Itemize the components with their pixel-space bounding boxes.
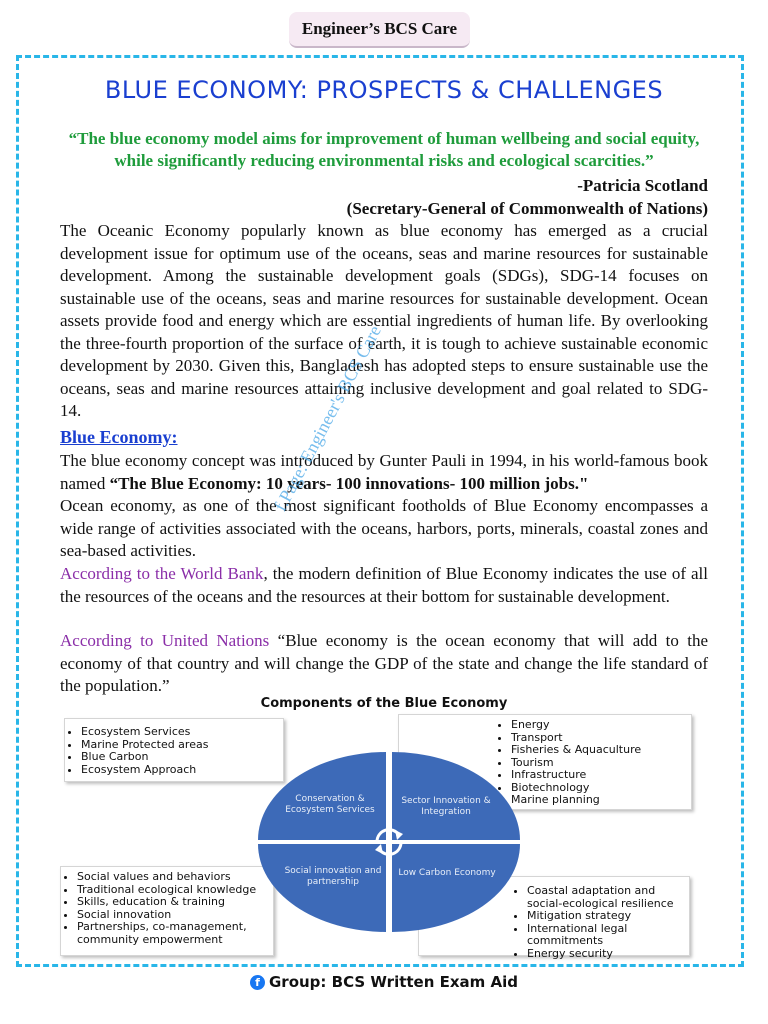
list-item: • Infrastructure [511,769,691,782]
cycle-arrows-icon [369,822,409,862]
list-item: • Ecosystem Approach [81,764,283,777]
quadrant-label: Conservation & Ecosystem Services [285,794,375,815]
box-social [60,866,274,956]
list-item: • Skills, education & training [77,896,265,909]
quadrant-conservation [258,752,386,840]
list-item: • Marine planning [511,794,691,807]
list-item: • Energy security [527,948,689,961]
list-item: • Ecosystem Services [81,726,283,739]
world-bank-lead: According to the World Bank [60,564,264,583]
un-paragraph [60,630,708,698]
list-item: • International legal commitments [527,923,689,948]
quadrant-low-carbon [392,844,520,932]
world-bank-paragraph [60,563,708,608]
concept-paragraph [60,450,708,495]
list-item: • Social values and behaviors [77,871,265,884]
intro-paragraph: The Oceanic Economy popularly known as blue economy has emerged as a crucial development issue for optimum use of the oceans, seas and marine resources for sustainable development. Among the sustainable development goals (SDGs), SDG-14 focuses on sustainable use of the oceans, seas and marine resources for sustainable development. Ocean assets provide food and energy which are essential ingredients of human life. By overlooking the three-fourth proportion of the surface of earth, it is tough to achieve sustainable economic development by 2030. Given this, Bangladesh has adopted steps to ensure sustainable use the oceans, seas and marine resources attaining inclusive development and goal related to SDG-14. [60,221,708,420]
list-item: • Fisheries & Aquaculture [511,744,691,757]
list-item: • Traditional ecological knowledge [77,884,265,897]
list-item: • Partnerships, co-management, community empowerment [77,921,265,946]
header-badge [289,12,470,48]
world-bank-text: , the modern definition of Blue Economy indicates the use of all the resources of the oceans and the resources at their bottom for sustainable development. [60,564,709,606]
facebook-icon: f [250,975,265,990]
quadrant-label: Social innovation and partnership [284,866,382,887]
components-circle [258,752,520,932]
list-item: • Biotechnology [511,782,691,795]
footer-prefix: Group: [268,973,332,991]
footer-group-name: BCS Written Exam Aid [331,973,519,991]
list-item: • Energy [511,719,691,732]
un-text: “Blue economy is the ocean economy that will add to the economy of that country and will change the GDP of the state and change the life standard of the population.” [60,631,708,695]
ocean-economy-paragraph: Ocean economy, as one of the most significant footholds of Blue Economy encompasses a wide range of activities associated with the oceans, harbors, ports, minerals, coastal zones and sea-based activities. [60,496,708,560]
list-item: • Marine Protected areas [81,739,283,752]
list-item: • Social innovation [77,909,265,922]
section-heading: Blue Economy: [60,427,178,447]
watermark: f.Page: Engineer's BCS Care [270,322,385,515]
quote-text: “The blue economy model aims for improvement of human wellbeing and social equity, while significantly reducing environmental risks and ecological scarcities.” [68,129,700,170]
box-conservation [64,718,284,782]
list-item: • Mitigation strategy [527,910,689,923]
list-item: • Tourism [511,757,691,770]
quadrant-label: Sector Innovation & Integration [401,796,491,817]
footer [0,973,768,991]
quote-role: (Secretary-General of Commonwealth of Nations) [346,199,708,218]
list-item: • Transport [511,732,691,745]
quadrant-social [258,844,386,932]
quadrant-sector [392,752,520,840]
list-item: • Coastal adaptation and social-ecological resilience [527,885,689,910]
quadrant-label: Low Carbon Economy [398,867,496,878]
list-item: • Blue Carbon [81,751,283,764]
book-title: “The Blue Economy: 10 years- 100 innovations- 100 million jobs." [109,473,589,493]
quote-author: -Patricia Scotland [577,176,708,195]
page-title: BLUE ECONOMY: PROSPECTS & CHALLENGES [104,76,664,104]
un-lead: According to United Nations [60,631,270,650]
blue-economy-diagram [60,696,708,958]
diagram-title: Components of the Blue Economy [260,696,508,711]
header-text: Engineer’s BCS Care [301,19,458,38]
concept-text: The blue economy concept was introduced by Gunter Pauli in 1994, in his world-famous book named [60,451,708,493]
